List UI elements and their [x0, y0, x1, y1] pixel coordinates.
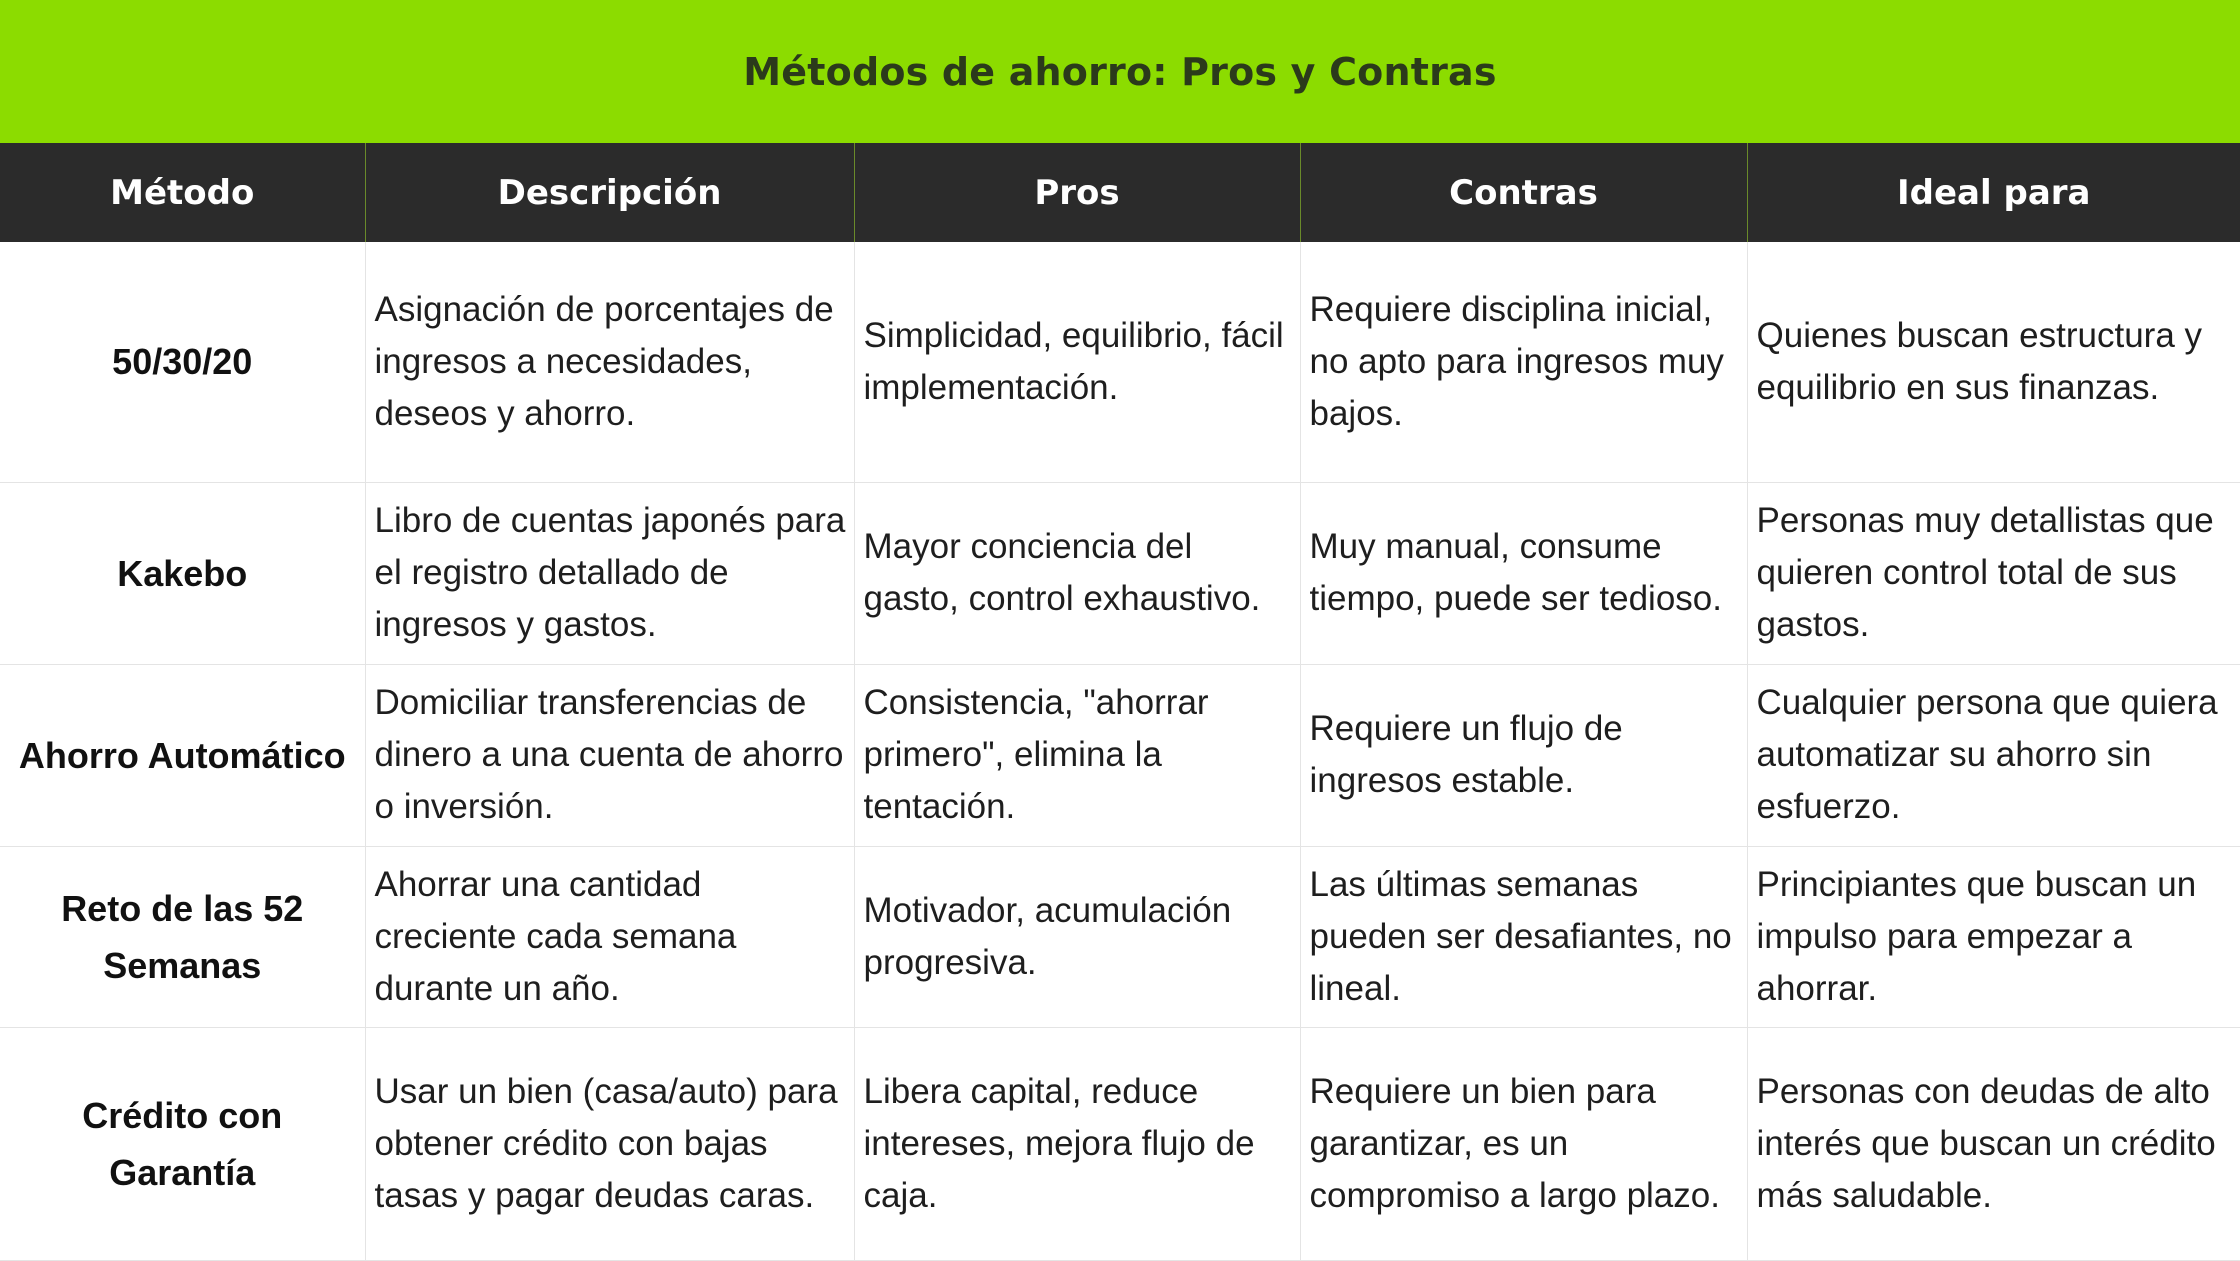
cell-ideal: Cualquier persona que quiera automatizar su ahorro sin esfuerzo.	[1747, 664, 2240, 846]
title-bar	[0, 0, 2240, 143]
cell-method: 50/30/20	[0, 242, 365, 482]
cell-cons: Requiere un bien para garantizar, es un compromiso a largo plazo.	[1300, 1027, 1747, 1260]
table-row	[0, 1027, 2240, 1260]
header-pros: Pros	[854, 143, 1300, 242]
header-description: Descripción	[365, 143, 854, 242]
cell-description: Domiciliar transferencias de dinero a una cuenta de ahorro o inversión.	[365, 664, 854, 846]
comparison-table	[0, 143, 2240, 1261]
table-row	[0, 846, 2240, 1027]
table-row	[0, 242, 2240, 482]
header-cons: Contras	[1300, 143, 1747, 242]
cell-pros: Mayor conciencia del gasto, control exhaustivo.	[854, 482, 1300, 664]
cell-method: Crédito con Garantía	[0, 1027, 365, 1260]
cell-ideal: Personas con deudas de alto interés que buscan un crédito más saludable.	[1747, 1027, 2240, 1260]
header-ideal: Ideal para	[1747, 143, 2240, 242]
cell-cons: Las últimas semanas pueden ser desafiantes, no lineal.	[1300, 846, 1747, 1027]
cell-description: Ahorrar una cantidad creciente cada semana durante un año.	[365, 846, 854, 1027]
cell-pros: Consistencia, "ahorrar primero", elimina la tentación.	[854, 664, 1300, 846]
cell-cons: Requiere un flujo de ingresos estable.	[1300, 664, 1747, 846]
header-method: Método	[0, 143, 365, 242]
cell-pros: Motivador, acumulación progresiva.	[854, 846, 1300, 1027]
cell-pros: Simplicidad, equilibrio, fácil implementación.	[854, 242, 1300, 482]
cell-pros: Libera capital, reduce intereses, mejora flujo de caja.	[854, 1027, 1300, 1260]
cell-method: Reto de las 52 Semanas	[0, 846, 365, 1027]
page-title: Métodos de ahorro: Pros y Contras	[743, 49, 1497, 94]
cell-ideal: Principiantes que buscan un impulso para empezar a ahorrar.	[1747, 846, 2240, 1027]
cell-method: Ahorro Automático	[0, 664, 365, 846]
cell-method: Kakebo	[0, 482, 365, 664]
table-row	[0, 664, 2240, 846]
cell-ideal: Quienes buscan estructura y equilibrio en sus finanzas.	[1747, 242, 2240, 482]
cell-description: Asignación de porcentajes de ingresos a necesidades, deseos y ahorro.	[365, 242, 854, 482]
cell-description: Usar un bien (casa/auto) para obtener crédito con bajas tasas y pagar deudas caras.	[365, 1027, 854, 1260]
table-header-row	[0, 143, 2240, 242]
cell-description: Libro de cuentas japonés para el registro detallado de ingresos y gastos.	[365, 482, 854, 664]
cell-cons: Requiere disciplina inicial, no apto para ingresos muy bajos.	[1300, 242, 1747, 482]
cell-cons: Muy manual, consume tiempo, puede ser tedioso.	[1300, 482, 1747, 664]
cell-ideal: Personas muy detallistas que quieren control total de sus gastos.	[1747, 482, 2240, 664]
table-row	[0, 482, 2240, 664]
